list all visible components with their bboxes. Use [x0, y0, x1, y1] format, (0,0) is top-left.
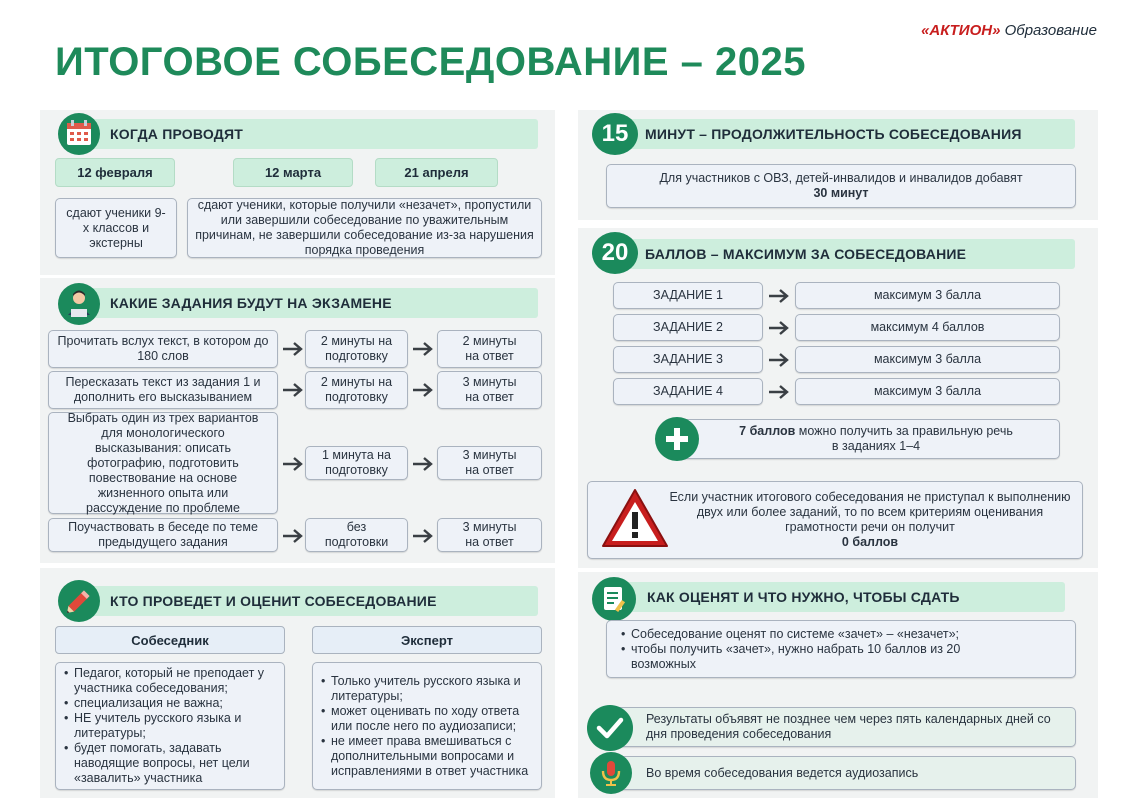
warning-icon	[600, 486, 670, 550]
expert-items	[321, 674, 533, 779]
brand-logo-red: «АКТИОН»	[921, 22, 1001, 39]
task-3-desc: Выбрать один из трех вариантов для монологического высказывания: описать фотографию, подготовить повествование на основе жизненного опыта или рассуждение по проблеме	[48, 412, 278, 514]
list-item: • не имеет права вмешиваться с дополнительными вопросами и исправлениями в ответ участника	[321, 734, 533, 779]
audio-note	[605, 756, 1076, 790]
when-desc-1: сдают ученики 9-х классов и экстерны	[55, 198, 177, 258]
duration-note-bold: 30 минут	[813, 186, 869, 200]
score-number-badge	[592, 232, 638, 274]
duration-number: 15	[601, 120, 629, 147]
score-task-4: ЗАДАНИЕ 4	[613, 378, 763, 405]
expert-list	[312, 662, 542, 790]
bonus-line-2: в заданиях 1–4	[831, 439, 921, 453]
warning-text: Если участник итогового собеседования не приступал к выполнению двух или более заданий, то по всем критериям оценивания грамотности речи он получит	[669, 490, 1071, 534]
pencil-icon	[58, 580, 100, 622]
audio-text: Во время собеседования ведется аудиозапись	[646, 765, 919, 780]
list-item: • может оценивать по ходу ответа или после него по аудиозаписи;	[321, 704, 533, 734]
arrow-right-icon	[768, 287, 790, 305]
list-item: • Собеседование оценят по системе «зачет» – «незачет»;	[621, 627, 1061, 642]
task-3-prep: 1 минута на подготовку	[305, 446, 408, 480]
list-item: • Только учитель русского языка и литературы;	[321, 674, 533, 704]
arrow-right-icon	[412, 381, 434, 399]
who-header	[90, 586, 538, 616]
document-icon	[592, 577, 636, 621]
plus-icon	[655, 417, 699, 461]
warning-bold: 0 баллов	[841, 535, 899, 549]
tasks-header	[90, 288, 538, 318]
results-text: Результаты объявят не позднее чем через пять календарных дней со дня проведения собеседования	[646, 712, 1051, 741]
arrow-right-icon	[282, 381, 304, 399]
date-apr: 21 апреля	[375, 158, 498, 187]
duration-header-label: МИНУТ – ПРОДОЛЖИТЕЛЬНОСТЬ СОБЕСЕДОВАНИЯ	[645, 126, 1022, 142]
task-2-prep: 2 минуты на подготовку	[305, 371, 408, 409]
date-feb: 12 февраля	[55, 158, 175, 187]
bonus-bold: 7 баллов	[739, 424, 796, 438]
evaluate-items	[621, 627, 1061, 672]
score-max-1: максимум 3 балла	[795, 282, 1060, 309]
brand-logo-rest: Образование	[1004, 22, 1097, 39]
list-item: • специализация не важна;	[64, 696, 276, 711]
task-4-answer: 3 минуты на ответ	[437, 518, 542, 552]
bonus-line-1	[739, 424, 1013, 439]
tasks-header-label: КАКИЕ ЗАДАНИЯ БУДУТ НА ЭКЗАМЕНЕ	[110, 295, 392, 311]
task-1-answer: 2 минуты на ответ	[437, 330, 542, 368]
date-mar: 12 марта	[233, 158, 353, 187]
list-item: • чтобы получить «зачет», нужно набрать 10 баллов из 20 возможных	[621, 642, 1061, 672]
microphone-icon	[590, 752, 632, 794]
when-header	[90, 119, 538, 149]
results-note	[605, 707, 1076, 747]
arrow-right-icon	[768, 383, 790, 401]
arrow-right-icon	[768, 351, 790, 369]
task-1-desc: Прочитать вслух текст, в котором до 180 слов	[48, 330, 278, 368]
duration-header	[625, 119, 1075, 149]
evaluate-list	[606, 620, 1076, 678]
bonus-note	[672, 419, 1060, 459]
task-4-prep: без подготовки	[305, 518, 408, 552]
task-4-desc: Поучаствовать в беседе по теме предыдущего задания	[48, 518, 278, 552]
calendar-icon	[58, 112, 100, 156]
evaluate-header	[625, 582, 1065, 612]
task-2-answer: 3 минуты на ответ	[437, 371, 542, 409]
col-expert-title: Эксперт	[312, 626, 542, 654]
task-1-prep: 2 минуты на подготовку	[305, 330, 408, 368]
who-header-label: КТО ПРОВЕДЕТ И ОЦЕНИТ СОБЕСЕДОВАНИЕ	[110, 593, 437, 609]
duration-note-text: Для участников с ОВЗ, детей-инвалидов и инвалидов добавят	[659, 171, 1023, 185]
col-interviewer-title: Собеседник	[55, 626, 285, 654]
list-item: • будет помогать, задавать наводящие вопросы, нет цели «завалить» участника	[64, 741, 276, 786]
checkmark-icon	[587, 705, 633, 751]
brand-logo	[921, 22, 1097, 39]
score-number: 20	[601, 239, 629, 266]
interviewer-items	[64, 666, 276, 786]
score-task-2: ЗАДАНИЕ 2	[613, 314, 763, 341]
score-task-3: ЗАДАНИЕ 3	[613, 346, 763, 373]
score-header-label: БАЛЛОВ – МАКСИМУМ ЗА СОБЕСЕДОВАНИЕ	[645, 246, 967, 262]
arrow-right-icon	[282, 455, 304, 473]
bonus-rest: можно получить за правильную речь	[798, 424, 1013, 438]
duration-number-badge	[592, 113, 638, 155]
score-max-3: максимум 3 балла	[795, 346, 1060, 373]
arrow-right-icon	[412, 340, 434, 358]
score-header	[625, 239, 1075, 269]
evaluate-header-label: КАК ОЦЕНЯТ И ЧТО НУЖНО, ЧТОБЫ СДАТЬ	[647, 589, 960, 605]
arrow-right-icon	[412, 527, 434, 545]
list-item: • НЕ учитель русского языка и литературы;	[64, 711, 276, 741]
student-reading-icon	[58, 283, 100, 325]
score-max-4: максимум 3 балла	[795, 378, 1060, 405]
task-3-answer: 3 минуты на ответ	[437, 446, 542, 480]
arrow-right-icon	[282, 340, 304, 358]
page-title: ИТОГОВОЕ СОБЕСЕДОВАНИЕ – 2025	[55, 40, 807, 84]
arrow-right-icon	[768, 319, 790, 337]
list-item: • Педагог, который не преподает у участника собеседования;	[64, 666, 276, 696]
duration-note	[606, 164, 1076, 208]
interviewer-list	[55, 662, 285, 790]
score-task-1: ЗАДАНИЕ 1	[613, 282, 763, 309]
when-desc-2: сдают ученики, которые получили «незачет», пропустили или завершили собеседование по уважительным причинам, не завершили собеседование из-за нарушения порядка проведения	[187, 198, 542, 258]
score-max-2: максимум 4 баллов	[795, 314, 1060, 341]
when-header-label: КОГДА ПРОВОДЯТ	[110, 126, 243, 142]
arrow-right-icon	[282, 527, 304, 545]
arrow-right-icon	[412, 455, 434, 473]
task-2-desc: Пересказать текст из задания 1 и дополнить его высказыванием	[48, 371, 278, 409]
